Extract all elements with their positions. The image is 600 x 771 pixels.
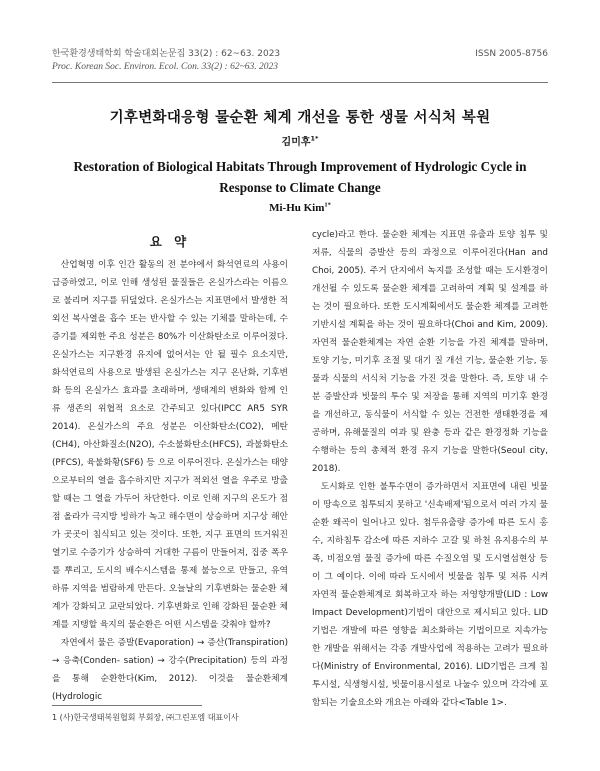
- header-rule: [52, 82, 548, 83]
- paragraph: 도시화로 인한 불투수면이 증가하면서 지표면에 내린 빗물이 땅속으로 침투되지 못하고 '신속배제'됨으로서 여러 가지 물순환 왜곡이 일어나고 있다. 첨두유출량 증가에 따른 도시 홍수, 지하침투 감소에 따른 지하수 고갈 및 하천 유지용수의 부족, 비점오염 물질 증가에 따른 수질오염 및 도시열섬현상 등이 그 예이다. 이에 따라 도시에서 빗물을 침투 및 저류 시켜 자연적 물순환체계로 회복하고자 하는 저영향개발(LID : Low Impact Development)기법이 대안으로 제시되고 있다. LID기법은 개발에 따른 영향을 최소화하는 기법이므로 지속가능한 개발을 위해서는 각종 개발사업에 적용하는 고려가 필요하다(Ministry of Environmental, 2016). LID기법은 크게 침투시설, 식생형시설, 빗물이용시설로 나눌수 있으며 각각에 포함되는 기술요소와 개요는 아래와 같다<Table 1>.: [312, 482, 548, 708]
- abstract-heading: 요 약: [149, 234, 191, 249]
- issn: ISSN 2005-8756: [475, 49, 548, 59]
- running-header: [52, 48, 548, 74]
- right-column: [312, 226, 548, 712]
- footnote-rule: [52, 705, 202, 706]
- paragraph: 자연에서 물은 증발(Evaporation) → 증산(Transpiration) → 응축(Conden- sation) → 강수(Precipitation) 등의 과정을 통해 순환한다(Kim, 2012). 이것을 물순환체계(Hydrologic: [52, 638, 288, 702]
- journal-ko: 한국환경생태학회 학술대회논문집 33(2) : 62~63. 2023: [52, 49, 281, 59]
- author-korean: 김미후$^{1*}$: [281, 134, 319, 148]
- title-english: Restoration of Biological Habitats Through Improvement of Hydrologic Cycle in Response to Climate Change: [73, 159, 527, 195]
- paragraph: 산업혁명 이후 인간 활동의 전 분야에서 화석연료의 사용이 급증하였고, 이로 인해 생성된 물질들은 온실가스라는 이름으로 불리며 지구를 뒤덮었다. 온실가스는 지표면에서 발생한 적외선 복사열을 흡수 또는 반사할 수 있는 기체를 말하는데, 수증기를 제외한 주요 성분은 80%가 이산화탄소로 이루어졌다. 온실가스는 지구환경 유지에 없어서는 안 될 필수 요소지만, 화석연료의 사용으로 발생된 온실가스는 지구 온난화, 기후변화 등의 온실가스 효과를 초래하며, 생태계의 변화와 함께 인류 생존의 위협적 요소로 간주되고 있다(IPCC AR5 SYR 2014). 온실가스의 주요 성분은 이산화탄소(CO2), 메탄(CH4), 아산화질소(N2O), 수소불화탄소(HFCS), 과불화탄소(PFCS), 육불화황(SF6) 등 으로 이루어진다. 온실가스는 태양으로부터의 열을 흡수하지만 지구가 적외선 열을 우주로 방출할 때는 그 열을 가두어 차단한다. 이로 인해 지구의 온도가 점점 올라가 극지방 빙하가 녹고 해수면이 상승하며 지구상 해안가 곳곳이 침식되고 있는 것이다. 또한, 지구 표면의 뜨거워진 열기로 수증기가 상승하여 거대한 구름이 만들어져, 집중 폭우를 뿌리고, 도시의 배수시스템을 통제 불능으로 만들고, 유역 하류 지역을 범람하게 만든다. 오늘날의 기후변화는 물순환 체계가 강화되고 교란되었다. 기후변화로 인해 강화된 물순환 체계를 지탱할 육지의 물순환은 어떤 시스템을 갖춰야 할까?: [52, 260, 288, 630]
- journal-en: Proc. Korean Soc. Environ. Ecol. Con. 33(2) : 62~63. 2023: [52, 62, 278, 72]
- author-english: Mi-Hu Kim$^{1*}$: [269, 201, 331, 214]
- title-korean: 기후변화대응형 물순환 체계 개선을 통한 생물 서식처 복원: [109, 110, 491, 126]
- footnote: 1 (사)한국생태복원협회 부회장, ㈜그린포엠 대표이사: [52, 713, 239, 722]
- paragraph: cycle)라고 한다. 물순환 체계는 지표면 유출과 토양 침투 및 저류, 식물의 증발산 등의 과정으로 이루어진다(Han and Choi, 2005). 주거 단지에서 녹지를 조성할 때는 도시환경이 개선될 수 있도록 물순환 체계를 고려하여 계획 및 설계를 하는 것이 필요하다. 또한 도시계획에서도 물순환 체계를 고려한 기반시설 계획을 하는 것이 필요하다(Choi and Kim, 2009). 자연적 물순환체계는 자연 순환 기능을 가진 체계를 말하며, 토양 기능, 미기후 조절 및 대기 질 개선 기능, 물순환 기능, 동물과 식물의 서식처 기능을 가진 것을 말한다. 즉, 토양 내 수분 증발산과 빗물의 투수 및 저장을 통해 지역의 미기후 환경을 개선하고, 동식물이 서식할 수 있는 건전한 생태환경을 제공하며, 유해물질의 여과 및 완충 등과 같은 환경정화 기능을 수행하는 등의 총체적 환경 유지 기능을 말한다(Seoul city, 2018).: [312, 230, 548, 474]
- left-column: [52, 256, 288, 706]
